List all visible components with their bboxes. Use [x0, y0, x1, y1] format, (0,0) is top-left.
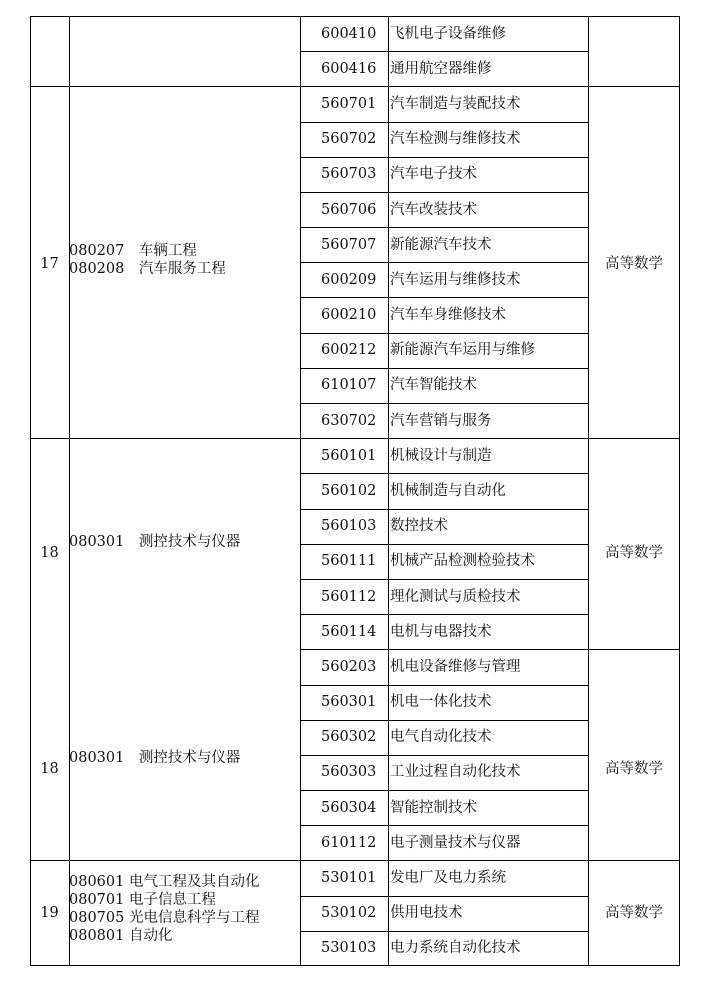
program-name: 机电一体化技术 [390, 694, 492, 710]
admission-table [30, 16, 680, 966]
row-divider [30, 438, 680, 439]
program-code: 560702 [321, 131, 377, 147]
row-divider [300, 122, 589, 123]
program-code: 600410 [321, 26, 377, 42]
program-code: 560706 [321, 202, 377, 218]
program-name: 电机与电器技术 [390, 624, 492, 640]
program-name: 机电设备维修与管理 [390, 659, 521, 675]
major-entry: 080301 测控技术与仪器 [69, 534, 241, 550]
program-name: 理化测试与质检技术 [390, 589, 521, 605]
program-code: 600416 [321, 61, 377, 77]
row-divider [300, 544, 589, 545]
major-entry: 080208 汽车服务工程 [69, 261, 226, 277]
row-divider [300, 192, 589, 193]
program-code: 600210 [321, 307, 377, 323]
program-code: 560103 [321, 518, 377, 534]
program-name: 汽车改装技术 [390, 202, 477, 218]
program-name: 发电厂及电力系统 [390, 870, 506, 886]
row-divider [30, 965, 680, 966]
row-divider [300, 720, 589, 721]
major-entry: 080207 车辆工程 [69, 243, 197, 259]
row-divider [300, 262, 589, 263]
program-code: 630702 [321, 413, 377, 429]
program-code: 560111 [321, 553, 377, 569]
column-divider-subject [588, 16, 589, 966]
row-divider [300, 157, 589, 158]
row-divider [300, 685, 589, 686]
program-name: 汽车智能技术 [390, 377, 477, 393]
program-code: 560102 [321, 483, 377, 499]
row-divider [300, 931, 589, 932]
program-code: 610112 [321, 835, 377, 851]
exam-subject: 高等数学 [605, 905, 663, 921]
row-divider [30, 16, 680, 17]
program-code: 600212 [321, 342, 377, 358]
program-name: 智能控制技术 [390, 800, 477, 816]
table-border-right [679, 16, 680, 966]
program-name: 汽车运用与维修技术 [390, 272, 521, 288]
row-divider [30, 86, 680, 87]
exam-subject: 高等数学 [605, 761, 663, 777]
group-number: 18 [40, 761, 59, 777]
program-code: 560302 [321, 729, 377, 745]
program-code: 560701 [321, 96, 377, 112]
program-name: 数控技术 [390, 518, 448, 534]
row-divider [300, 649, 589, 650]
program-name: 汽车车身维修技术 [390, 307, 506, 323]
group-majors [69, 873, 259, 945]
program-name: 电力系统自动化技术 [390, 940, 521, 956]
row-divider [588, 649, 680, 650]
row-divider [300, 227, 589, 228]
program-code: 560114 [321, 624, 377, 640]
program-name: 飞机电子设备维修 [390, 26, 506, 42]
program-name: 电子测量技术与仪器 [390, 835, 521, 851]
column-divider-num [69, 16, 70, 966]
group-number: 19 [40, 905, 59, 921]
row-divider [300, 509, 589, 510]
row-divider [300, 825, 589, 826]
program-name: 汽车电子技术 [390, 166, 477, 182]
table-border-left [30, 16, 31, 966]
row-divider [300, 403, 589, 404]
program-name: 汽车制造与装配技术 [390, 96, 521, 112]
program-name: 汽车营销与服务 [390, 413, 492, 429]
group-majors [69, 242, 226, 278]
program-code: 610107 [321, 377, 377, 393]
program-code: 560707 [321, 237, 377, 253]
program-code: 560304 [321, 800, 377, 816]
program-code: 560303 [321, 764, 377, 780]
program-code: 560101 [321, 448, 377, 464]
program-name: 电气自动化技术 [390, 729, 492, 745]
row-divider [300, 473, 589, 474]
major-entry: 080601 电气工程及其自动化 [69, 874, 260, 890]
program-name: 新能源汽车技术 [390, 237, 492, 253]
group-number: 17 [40, 256, 59, 272]
group-majors [69, 749, 240, 767]
exam-subject: 高等数学 [605, 256, 663, 272]
program-code: 530102 [321, 905, 377, 921]
program-name: 工业过程自动化技术 [390, 764, 521, 780]
program-code: 530103 [321, 940, 377, 956]
program-name: 供用电技术 [390, 905, 463, 921]
program-name: 机械制造与自动化 [390, 483, 506, 499]
row-divider [300, 333, 589, 334]
program-name: 通用航空器维修 [390, 61, 492, 77]
major-entry: 080705 光电信息科学与工程 [69, 910, 260, 926]
row-divider [300, 755, 589, 756]
row-divider [300, 579, 589, 580]
row-divider [300, 614, 589, 615]
program-name: 机械设计与制造 [390, 448, 492, 464]
program-code: 600209 [321, 272, 377, 288]
row-divider [300, 790, 589, 791]
program-code: 560301 [321, 694, 377, 710]
row-divider [300, 51, 589, 52]
row-divider [300, 297, 589, 298]
row-divider [300, 896, 589, 897]
major-entry: 080301 测控技术与仪器 [69, 750, 241, 766]
major-entry: 080701 电子信息工程 [69, 892, 216, 908]
program-code: 560112 [321, 589, 377, 605]
program-name: 新能源汽车运用与维修 [390, 342, 535, 358]
group-majors [69, 533, 240, 551]
column-divider-major [300, 16, 301, 966]
program-code: 560703 [321, 166, 377, 182]
row-divider [30, 860, 680, 861]
group-number: 18 [40, 545, 59, 561]
major-entry: 080801 自动化 [69, 928, 173, 944]
program-name: 机械产品检测检验技术 [390, 553, 535, 569]
program-code: 530101 [321, 870, 377, 886]
program-code: 560203 [321, 659, 377, 675]
row-divider [300, 368, 589, 369]
program-name: 汽车检测与维修技术 [390, 131, 521, 147]
exam-subject: 高等数学 [605, 545, 663, 561]
